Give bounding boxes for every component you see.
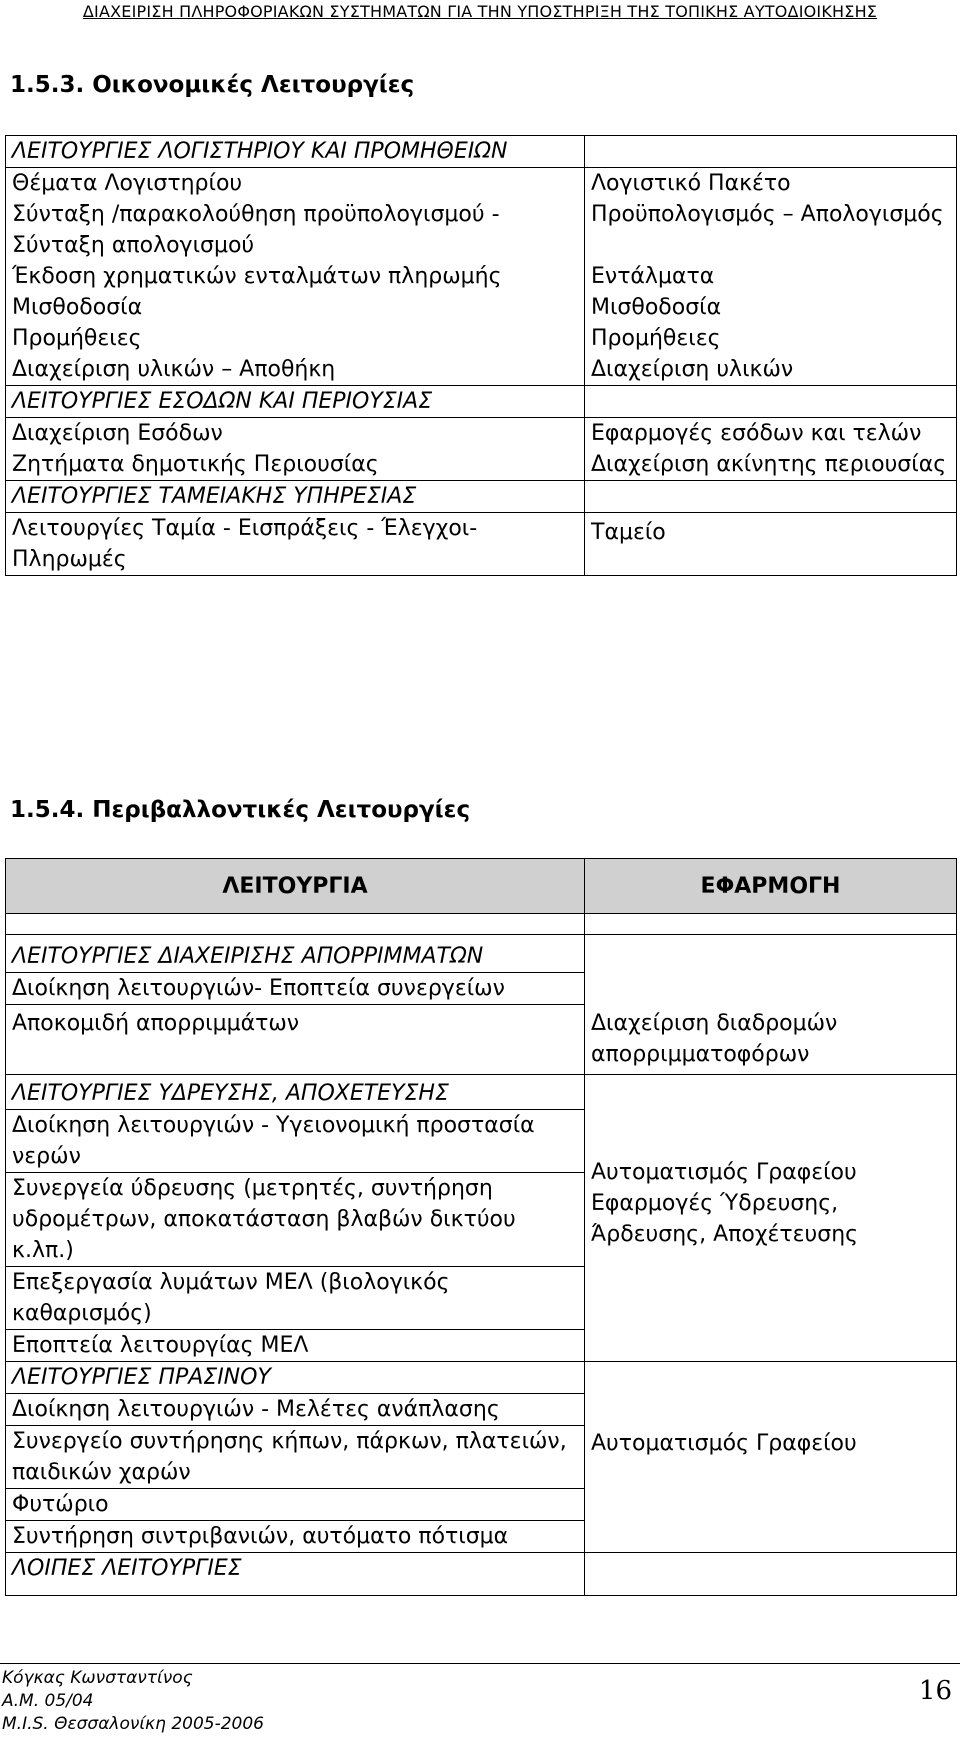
application-cell: Λογιστικό Πακέτο	[585, 168, 957, 200]
section-label: ΛΕΙΤΟΥΡΓΙΕΣ ΤΑΜΕΙΑΚΗΣ ΥΠΗΡΕΣΙΑΣ	[6, 481, 585, 513]
function-cell: Ζητήματα δημοτικής Περιουσίας	[6, 449, 585, 481]
application-cell: Αυτοματισμός Γραφείου	[585, 1362, 957, 1553]
application-cell: Διαχείριση ακίνητης περιουσίας	[585, 449, 957, 481]
table-row	[6, 168, 957, 200]
function-cell: Θέματα Λογιστηρίου	[6, 168, 585, 200]
function-cell: Συνεργείο συντήρησης κήπων, πάρκων, πλατειών, παιδικών χαρών	[6, 1426, 585, 1489]
footer-student-id: Α.Μ. 05/04	[2, 1691, 94, 1711]
table-cell	[585, 481, 957, 513]
function-cell: Διοίκηση λειτουργιών - Μελέτες ανάπλασης	[6, 1394, 585, 1426]
running-header: ΔΙΑΧΕΙΡΙΣΗ ΠΛΗΡΟΦΟΡΙΑΚΩΝ ΣΥΣΤΗΜΑΤΩΝ ΓΙΑ ΤΗΝ ΥΠΟΣΤΗΡΙΞΗ ΤΗΣ ΤΟΠΙΚΗΣ ΑΥΤΟΔΙΟΙΚΗΣΗΣ	[82, 2, 878, 21]
function-cell: Έκδοση χρηματικών ενταλμάτων πληρωμής	[6, 261, 585, 292]
function-cell: Συντήρηση σιντριβανιών, αυτόματο πότισμα	[6, 1521, 585, 1553]
table-row	[6, 973, 957, 1005]
table-row	[6, 292, 957, 323]
function-cell: Διαχείριση υλικών – Αποθήκη	[6, 354, 585, 386]
application-cell: Μισθοδοσία	[585, 292, 957, 323]
section-label: ΛΕΙΤΟΥΡΓΙΕΣ ΔΙΑΧΕΙΡΙΣΗΣ ΑΠΟΡΡΙΜΜΑΤΩΝ	[6, 935, 585, 973]
function-cell: Διοίκηση λειτουργιών - Υγειονομική προστασία νερών	[6, 1110, 585, 1173]
application-cell: Ταμείο	[585, 513, 957, 576]
table-row	[6, 1075, 957, 1110]
spacer-row	[6, 914, 957, 935]
table-cell	[585, 386, 957, 418]
table-cell	[585, 1553, 957, 1596]
function-cell: Φυτώριο	[6, 1489, 585, 1521]
function-cell: Διοίκηση λειτουργιών- Εποπτεία συνεργείων	[6, 973, 585, 1005]
table-row	[6, 386, 957, 418]
section-label: ΛΕΙΤΟΥΡΓΙΕΣ ΥΔΡΕΥΣΗΣ, ΑΠΟΧΕΤΕΥΣΗΣ	[6, 1075, 585, 1110]
table-header-row	[6, 859, 957, 914]
table-row	[6, 199, 957, 261]
footer-author-block	[2, 1667, 264, 1736]
footer-program: Μ.Ι.S. Θεσσαλονίκη 2005-2006	[2, 1714, 264, 1734]
function-cell: Εποπτεία λειτουργίας ΜΕΛ	[6, 1330, 585, 1362]
function-cell: Μισθοδοσία	[6, 292, 585, 323]
table-row	[6, 323, 957, 354]
application-cell: Διαχείριση υλικών	[585, 354, 957, 386]
section-label: ΛΕΙΤΟΥΡΓΙΕΣ ΕΣΟΔΩΝ ΚΑΙ ΠΕΡΙΟΥΣΙΑΣ	[6, 386, 585, 418]
function-cell: Επεξεργασία λυμάτων ΜΕΛ (βιολογικός καθαρισμός)	[6, 1267, 585, 1330]
spacer-cell	[6, 914, 585, 935]
application-cell: Προμήθειες	[585, 323, 957, 354]
environmental-functions-table	[5, 858, 957, 1596]
function-cell: Σύνταξη /παρακολούθηση προϋπολογισμού - Σύνταξη απολογισμού	[6, 199, 585, 261]
table-row	[6, 354, 957, 386]
table-row	[6, 1362, 957, 1394]
financial-functions-table	[5, 135, 957, 576]
table-row	[6, 1553, 957, 1596]
table-row	[6, 136, 957, 168]
table-row	[6, 418, 957, 450]
footer-author: Κόγκας Κωνσταντίνος	[2, 1668, 193, 1688]
application-cell: Αυτοματισμός Γραφείου Εφαρμογές Ύδρευσης, Άρδευσης, Αποχέτευσης	[585, 1075, 957, 1362]
table-cell	[585, 935, 957, 973]
section-label: ΛΟΙΠΕΣ ΛΕΙΤΟΥΡΓΙΕΣ	[6, 1553, 585, 1596]
table-row	[6, 513, 957, 576]
footer-divider	[0, 1663, 960, 1664]
table-row	[6, 935, 957, 973]
application-cell: Εντάλματα	[585, 261, 957, 292]
section-heading-environmental: 1.5.4. Περιβαλλοντικές Λειτουργίες	[10, 797, 471, 823]
table-row	[6, 481, 957, 513]
function-cell: Αποκομιδή απορριμμάτων	[6, 1005, 585, 1075]
page-number: 16	[918, 1676, 952, 1706]
section-label: ΛΕΙΤΟΥΡΓΙΕΣ ΠΡΑΣΙΝΟΥ	[6, 1362, 585, 1394]
column-header-application: ΕΦΑΡΜΟΓΗ	[585, 859, 957, 914]
function-cell: Διαχείριση Εσόδων	[6, 418, 585, 450]
function-cell: Συνεργεία ύδρευσης (μετρητές, συντήρηση υδρομέτρων, αποκατάσταση βλαβών δικτύου κ.λπ.)	[6, 1173, 585, 1267]
application-cell: Διαχείριση διαδρομών απορριμματοφόρων	[585, 1005, 957, 1075]
table-row	[6, 1005, 957, 1075]
table-cell	[585, 136, 957, 168]
function-cell: Λειτουργίες Ταμία - Εισπράξεις - Έλεγχοι-Πληρωμές	[6, 513, 585, 576]
spacer-cell	[585, 914, 957, 935]
table-cell	[585, 973, 957, 1005]
table-row	[6, 449, 957, 481]
column-header-function: ΛΕΙΤΟΥΡΓΙΑ	[6, 859, 585, 914]
section-label: ΛΕΙΤΟΥΡΓΙΕΣ ΛΟΓΙΣΤΗΡΙΟΥ ΚΑΙ ΠΡΟΜΗΘΕΙΩΝ	[6, 136, 585, 168]
section-heading-financial: 1.5.3. Οικονομικές Λειτουργίες	[10, 72, 415, 98]
table-row	[6, 261, 957, 292]
function-cell: Προμήθειες	[6, 323, 585, 354]
application-cell: Εφαρμογές εσόδων και τελών	[585, 418, 957, 450]
application-cell: Προϋπολογισμός – Απολογισμός	[585, 199, 957, 261]
